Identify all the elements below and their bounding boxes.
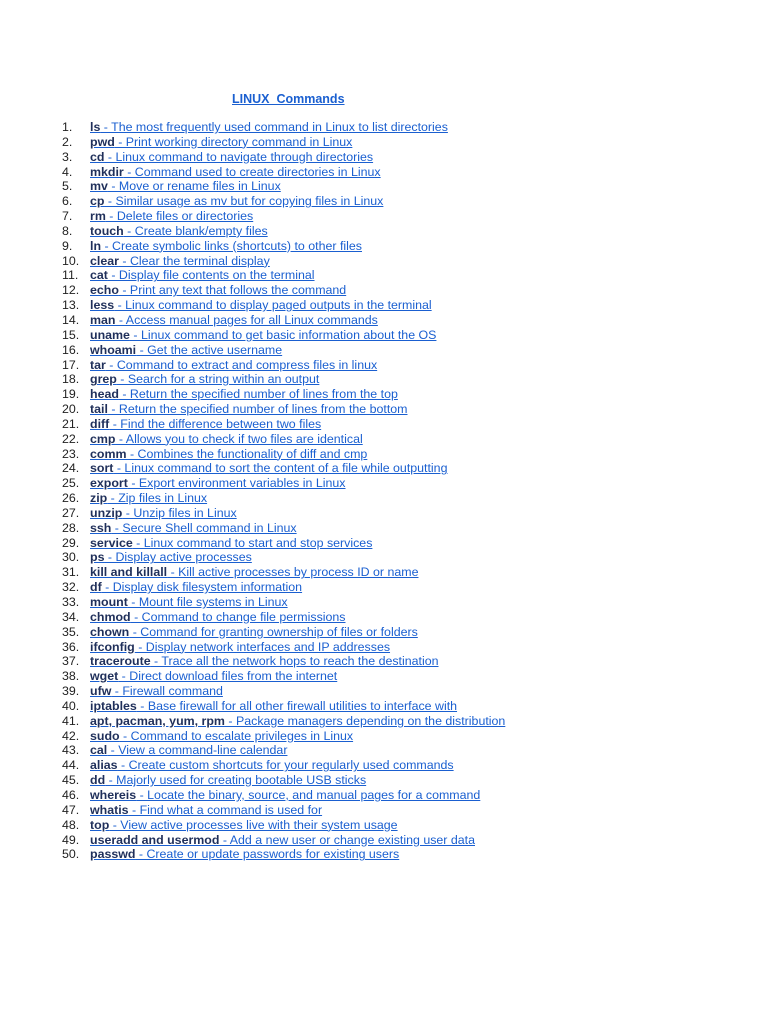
list-item [62, 194, 505, 209]
command-link[interactable] [90, 625, 418, 639]
command-description: - Command to extract and compress files in linux [105, 357, 378, 372]
command-link[interactable] [90, 194, 383, 208]
command-description: - Create symbolic links (shortcuts) to other files [101, 238, 362, 253]
list-number: 48. [62, 817, 80, 832]
command-link[interactable] [90, 224, 268, 238]
command-name: iptables [90, 698, 137, 713]
list-item [62, 120, 505, 135]
list-item [62, 833, 505, 848]
list-number: 32. [62, 580, 80, 595]
command-link[interactable] [90, 788, 480, 802]
list-item [62, 343, 505, 358]
list-number: 11. [62, 268, 79, 283]
command-description: - Linux command to navigate through directories [104, 149, 374, 164]
command-description: - Direct download files from the internet [118, 669, 338, 684]
list-item [62, 506, 505, 521]
list-item [62, 669, 505, 684]
command-description: - Print working directory command in Linux [114, 134, 353, 149]
command-name: clear [90, 253, 119, 268]
list-number: 3. [62, 149, 73, 164]
command-name: chown [90, 624, 130, 639]
list-number: 17. [62, 357, 80, 372]
document-title[interactable]: LINUX_Commands [232, 92, 345, 106]
list-item [62, 461, 505, 476]
command-name: whatis [90, 802, 129, 817]
command-name: echo [90, 283, 119, 298]
command-link[interactable] [90, 432, 363, 446]
command-description: - The most frequently used command in Linux to list directories [100, 120, 448, 134]
list-number: 40. [62, 698, 80, 713]
command-name: cd [90, 149, 105, 164]
command-description: - Find what a command is used for [128, 802, 323, 817]
command-link[interactable] [90, 506, 237, 520]
command-name: touch [90, 223, 124, 238]
list-number: 49. [62, 832, 80, 847]
list-item [62, 254, 505, 269]
list-number: 13. [62, 298, 80, 313]
command-link[interactable] [90, 417, 321, 431]
command-link[interactable] [90, 254, 270, 268]
command-name: mkdir [90, 164, 124, 179]
command-description: - Unzip files in Linux [122, 505, 237, 520]
list-number: 5. [62, 179, 73, 194]
command-name: service [90, 535, 133, 550]
command-link[interactable] [90, 283, 346, 297]
command-name: sort [90, 461, 114, 476]
list-number: 21. [62, 416, 80, 431]
command-name: whoami [90, 342, 137, 357]
command-link[interactable] [90, 743, 287, 757]
command-description: - Similar usage as mv but for copying files in Linux [104, 194, 384, 209]
command-link[interactable] [90, 565, 419, 579]
command-description: - Display active processes [104, 550, 252, 565]
command-link[interactable] [90, 402, 408, 416]
command-link[interactable] [90, 165, 381, 179]
command-description: - Linux command to sort the content of a file while outputting [113, 461, 448, 476]
list-item [62, 550, 505, 565]
command-name: head [90, 387, 119, 402]
list-number: 18. [62, 372, 80, 387]
command-description: - Return the specified number of lines from the bottom [107, 402, 408, 417]
list-number: 43. [62, 743, 80, 758]
list-number: 26. [62, 491, 80, 506]
list-number: 22. [62, 431, 80, 446]
command-description: - Locate the binary, source, and manual pages for a command [136, 787, 481, 802]
command-link[interactable] [90, 550, 252, 564]
list-item [62, 818, 505, 833]
command-list [62, 120, 505, 862]
command-name: mount [90, 595, 128, 609]
list-number: 45. [62, 773, 80, 788]
command-description: - Create custom shortcuts for your regularly used commands [117, 758, 454, 773]
command-description: - Export environment variables in Linux [127, 476, 346, 491]
list-item [62, 684, 505, 699]
command-name: ufw [90, 684, 112, 699]
list-number: 28. [62, 520, 80, 535]
command-name: cmp [90, 431, 116, 446]
command-name: tail [90, 402, 108, 417]
command-link[interactable] [90, 120, 448, 134]
list-item [62, 313, 505, 328]
list-number: 10. [62, 253, 80, 268]
command-link[interactable] [90, 684, 223, 698]
command-link[interactable] [90, 313, 378, 327]
command-name: alias [90, 758, 118, 773]
command-link[interactable] [90, 580, 302, 594]
command-name: whereis [90, 787, 137, 802]
command-name: dd [90, 773, 106, 788]
command-description: - Package managers depending on the distribution [224, 713, 506, 728]
list-item [62, 224, 505, 239]
list-number: 37. [62, 654, 80, 669]
list-number: 50. [62, 847, 80, 862]
command-description: - Linux command to get basic information about the OS [129, 327, 437, 342]
command-description: - Delete files or directories [105, 209, 254, 224]
command-description: - Create or update passwords for existing users [135, 847, 400, 862]
command-name: apt, pacman, yum, rpm [90, 713, 225, 728]
command-link[interactable] [90, 818, 398, 832]
command-link[interactable] [90, 803, 322, 817]
command-description: - Majorly used for creating bootable USB sticks [105, 773, 367, 788]
list-item [62, 743, 505, 758]
command-description: - Allows you to check if two files are identical [115, 431, 363, 446]
command-description: - Command to escalate privileges in Linux [119, 728, 354, 743]
command-description: - Firewall command [111, 684, 223, 699]
command-link[interactable] [90, 476, 346, 490]
command-link[interactable] [90, 358, 377, 372]
command-link[interactable] [90, 729, 353, 743]
command-description: - Secure Shell command in Linux [111, 520, 297, 535]
command-name: traceroute [90, 654, 151, 669]
command-link[interactable] [90, 833, 475, 847]
command-description: - Add a new user or change existing user data [219, 832, 475, 847]
list-item [62, 640, 505, 655]
list-number: 42. [62, 728, 80, 743]
list-number: 25. [62, 476, 80, 491]
list-item [62, 283, 505, 298]
command-link[interactable] [90, 773, 366, 787]
command-name: zip [90, 491, 108, 506]
command-name: ln [90, 238, 102, 253]
command-description: - Search for a string within an output [116, 372, 320, 387]
command-name: rm [90, 209, 106, 224]
list-number: 30. [62, 550, 80, 565]
command-name: top [90, 817, 110, 832]
list-number: 27. [62, 505, 80, 520]
command-link[interactable] [90, 209, 253, 223]
command-name: ps [90, 550, 105, 565]
command-description: - View a command-line calendar [107, 743, 288, 758]
command-name: ssh [90, 520, 112, 535]
list-item [62, 521, 505, 536]
list-item [62, 610, 505, 625]
list-number: 47. [62, 802, 80, 817]
list-number: 19. [62, 387, 80, 402]
list-item [62, 491, 505, 506]
command-link[interactable] [90, 268, 315, 282]
list-item [62, 773, 505, 788]
command-link[interactable] [90, 699, 457, 713]
command-name: df [90, 580, 102, 595]
list-number: 36. [62, 639, 80, 654]
command-description: - Linux command to start and stop services [132, 535, 373, 550]
command-name: kill and killall [90, 565, 168, 580]
list-item [62, 417, 505, 432]
command-link[interactable] [90, 372, 319, 386]
command-description: - Access manual pages for all Linux commands [115, 312, 378, 327]
command-name: ls [90, 120, 101, 134]
list-number: 16. [62, 342, 80, 357]
command-link[interactable] [90, 654, 439, 668]
list-number: 8. [62, 223, 73, 238]
command-name: passwd [90, 847, 136, 862]
list-number: 9. [62, 238, 73, 253]
command-description: - Mount file systems in Linux [127, 595, 288, 609]
command-link[interactable] [90, 847, 399, 861]
list-item [62, 328, 505, 343]
list-item [62, 625, 505, 640]
list-number: 35. [62, 624, 80, 639]
command-name: diff [90, 416, 110, 431]
command-name: cat [90, 268, 108, 283]
list-item [62, 239, 505, 254]
list-number: 2. [62, 134, 73, 149]
command-link[interactable] [90, 447, 367, 461]
list-number: 29. [62, 535, 80, 550]
list-item [62, 758, 505, 773]
list-number: 33. [62, 595, 80, 609]
list-number: 7. [62, 209, 73, 224]
command-link[interactable] [90, 179, 281, 193]
command-description: - Combines the functionality of diff and cmp [126, 446, 368, 461]
command-name: tar [90, 357, 106, 372]
command-description: - Command for granting ownership of files or folders [129, 624, 418, 639]
command-name: cp [90, 194, 105, 209]
command-name: comm [90, 446, 127, 461]
command-link[interactable] [90, 343, 282, 357]
list-number: 4. [62, 164, 73, 179]
list-number: 44. [62, 758, 80, 773]
command-name: grep [90, 372, 117, 387]
list-item [62, 150, 505, 165]
list-item [62, 447, 505, 462]
list-item [62, 402, 505, 417]
command-link[interactable] [90, 640, 390, 654]
command-name: useradd and usermod [90, 832, 220, 847]
list-item [62, 372, 505, 387]
command-link[interactable] [90, 758, 454, 772]
list-item [62, 729, 505, 744]
command-description: - Return the specified number of lines from the top [118, 387, 398, 402]
command-description: - Linux command to display paged outputs in the terminal [114, 298, 432, 313]
command-description: - Display disk filesystem information [101, 580, 303, 595]
list-item [62, 803, 505, 818]
command-link[interactable] [90, 298, 432, 312]
command-description: - Clear the terminal display [118, 253, 270, 268]
list-number: 41. [62, 713, 80, 728]
command-name: ifconfig [90, 639, 135, 654]
list-item [62, 358, 505, 373]
command-description: - Command to change file permissions [130, 609, 346, 624]
list-item [62, 298, 505, 313]
list-number: 38. [62, 669, 80, 684]
list-item [62, 387, 505, 402]
command-name: pwd [90, 134, 115, 149]
list-item [62, 580, 505, 595]
command-name: uname [90, 327, 130, 342]
command-description: - Zip files in Linux [107, 491, 208, 506]
list-number: 1. [62, 120, 73, 134]
command-name: sudo [90, 728, 120, 743]
list-item [62, 476, 505, 491]
list-item [62, 788, 505, 803]
list-number: 39. [62, 684, 80, 699]
list-number: 6. [62, 194, 73, 209]
command-description: - Kill active processes by process ID or name [167, 565, 419, 580]
list-item [62, 135, 505, 150]
list-item [62, 714, 505, 729]
command-link[interactable] [90, 714, 505, 728]
command-description: - Print any text that follows the command [118, 283, 347, 298]
command-link[interactable] [90, 536, 372, 550]
command-link[interactable] [90, 150, 373, 164]
command-link[interactable] [90, 491, 207, 505]
command-description: - Trace all the network hops to reach the destination [150, 654, 439, 669]
command-link[interactable] [90, 461, 447, 475]
command-description: - View active processes live with their system usage [109, 817, 398, 832]
list-number: 46. [62, 787, 80, 802]
list-item [62, 268, 505, 283]
list-number: 24. [62, 461, 80, 476]
command-link[interactable] [90, 135, 352, 149]
command-link[interactable] [90, 328, 436, 342]
command-description: - Display file contents on the terminal [107, 268, 315, 283]
list-number: 20. [62, 402, 80, 417]
list-item [62, 699, 505, 714]
list-number: 14. [62, 312, 80, 327]
command-description: - Move or rename files in Linux [107, 179, 281, 194]
list-number: 34. [62, 609, 80, 624]
command-name: unzip [90, 505, 123, 520]
command-name: wget [90, 669, 119, 684]
list-item [62, 536, 505, 551]
command-description: - Base firewall for all other firewall utilities to interface with [136, 698, 458, 713]
command-link[interactable] [90, 669, 337, 683]
command-link[interactable] [90, 595, 288, 609]
command-name: cal [90, 743, 108, 758]
list-number: 31. [62, 565, 80, 580]
list-number: 12. [62, 283, 80, 298]
list-item [62, 565, 505, 580]
command-link[interactable] [90, 387, 398, 401]
list-item [62, 432, 505, 447]
list-number: 15. [62, 327, 80, 342]
list-item [62, 847, 505, 862]
command-description: - Get the active username [136, 342, 283, 357]
command-link[interactable] [90, 239, 362, 253]
command-name: man [90, 312, 116, 327]
command-name: chmod [90, 609, 131, 624]
command-description: - Command used to create directories in Linux [123, 164, 381, 179]
command-link[interactable] [90, 521, 297, 535]
list-item [62, 179, 505, 194]
command-name: less [90, 298, 115, 313]
command-name: mv [90, 179, 108, 194]
command-link[interactable] [90, 610, 346, 624]
list-item [62, 165, 505, 180]
list-item [62, 654, 505, 669]
command-description: - Find the difference between two files [109, 416, 322, 431]
list-item [62, 595, 505, 610]
list-item [62, 209, 505, 224]
command-name: export [90, 476, 128, 491]
command-description: - Create blank/empty files [123, 223, 268, 238]
list-number: 23. [62, 446, 80, 461]
command-description: - Display network interfaces and IP addresses [134, 639, 391, 654]
